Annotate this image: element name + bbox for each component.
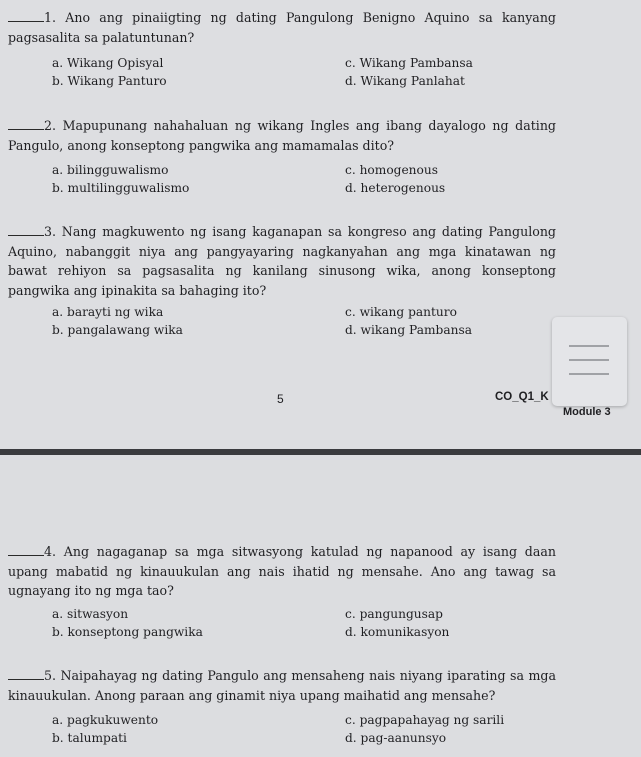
option-d[interactable]: d. heterogenous [345, 181, 446, 195]
option-c[interactable]: c. Wikang Pambansa [345, 56, 473, 70]
module-label: Module 3 [563, 406, 611, 418]
question-5: 5. Naipahayag ng dating Pangulo ang mensaheng nais niyang iparating sa mga kinauukulan. Anong paraan ang ginamit niya upang maihatid ang mensahe? [8, 668, 556, 703]
menu-line-icon [569, 359, 609, 361]
menu-line-icon [569, 345, 609, 347]
option-c[interactable]: c. wikang panturo [345, 305, 457, 319]
option-a[interactable]: a. bilingguwalismo [52, 163, 169, 177]
answer-blank[interactable] [8, 117, 44, 130]
answer-blank[interactable] [8, 9, 44, 22]
question-3: 3. Nang magkuwento ng isang kaganapan sa kongreso ang dating Pangulong Aquino, nabanggit niya ang pangyayaring nagkanyahan ang mga kinatawan ng bawat rehiyon sa pagsasalita ng kanilang sinusong wika, anong konseptong pangwika ang ipinakita sa bahaging ito? [8, 224, 556, 298]
worksheet-page-bottom [0, 455, 641, 757]
option-a[interactable]: a. sitwasyon [52, 607, 129, 621]
question-1: 1. Ano ang pinaiigting ng dating Pangulong Benigno Aquino sa kanyang pagsasalita sa palatuntunan? [8, 10, 556, 45]
page-number: 5 [277, 392, 284, 406]
question-2: 2. Mapupunang nahahaluan ng wikang Ingles ang ibang dayalogo ng dating Pangulo, anong konseptong pangwika ang mamamalas dito? [8, 118, 556, 153]
menu-line-icon [569, 373, 609, 375]
option-c[interactable]: c. pagpapahayag ng sarili [345, 713, 505, 727]
option-d[interactable]: d. pag-aanunsyo [345, 731, 447, 745]
option-a[interactable]: a. barayti ng wika [52, 305, 164, 319]
menu-widget[interactable] [552, 317, 627, 406]
answer-blank[interactable] [8, 223, 44, 236]
answer-blank[interactable] [8, 667, 44, 680]
option-b[interactable]: b. konseptong pangwika [52, 625, 203, 639]
option-b[interactable]: b. pangalawang wika [52, 323, 183, 337]
option-d[interactable]: d. wikang Pambansa [345, 323, 472, 337]
option-a[interactable]: a. Wikang Opisyal [52, 56, 164, 70]
question-4: 4. Ang nagaganap sa mga sitwasyong katulad ng napanood ay isang daan upang mabatid ng kinauukulan ang nais ihatid ng mensahe. Ano ang tawag sa ugnayang ito ng mga tao? [8, 544, 556, 599]
option-a[interactable]: a. pagkukuwento [52, 713, 159, 727]
option-b[interactable]: b. multilingguwalismo [52, 181, 190, 195]
answer-blank[interactable] [8, 543, 44, 556]
option-c[interactable]: c. homogenous [345, 163, 438, 177]
option-d[interactable]: d. komunikasyon [345, 625, 450, 639]
option-b[interactable]: b. talumpati [52, 731, 127, 745]
option-d[interactable]: d. Wikang Panlahat [345, 74, 465, 88]
option-b[interactable]: b. Wikang Panturo [52, 74, 167, 88]
module-code: CO_Q1_K [495, 391, 549, 403]
option-c[interactable]: c. pangungusap [345, 607, 443, 621]
